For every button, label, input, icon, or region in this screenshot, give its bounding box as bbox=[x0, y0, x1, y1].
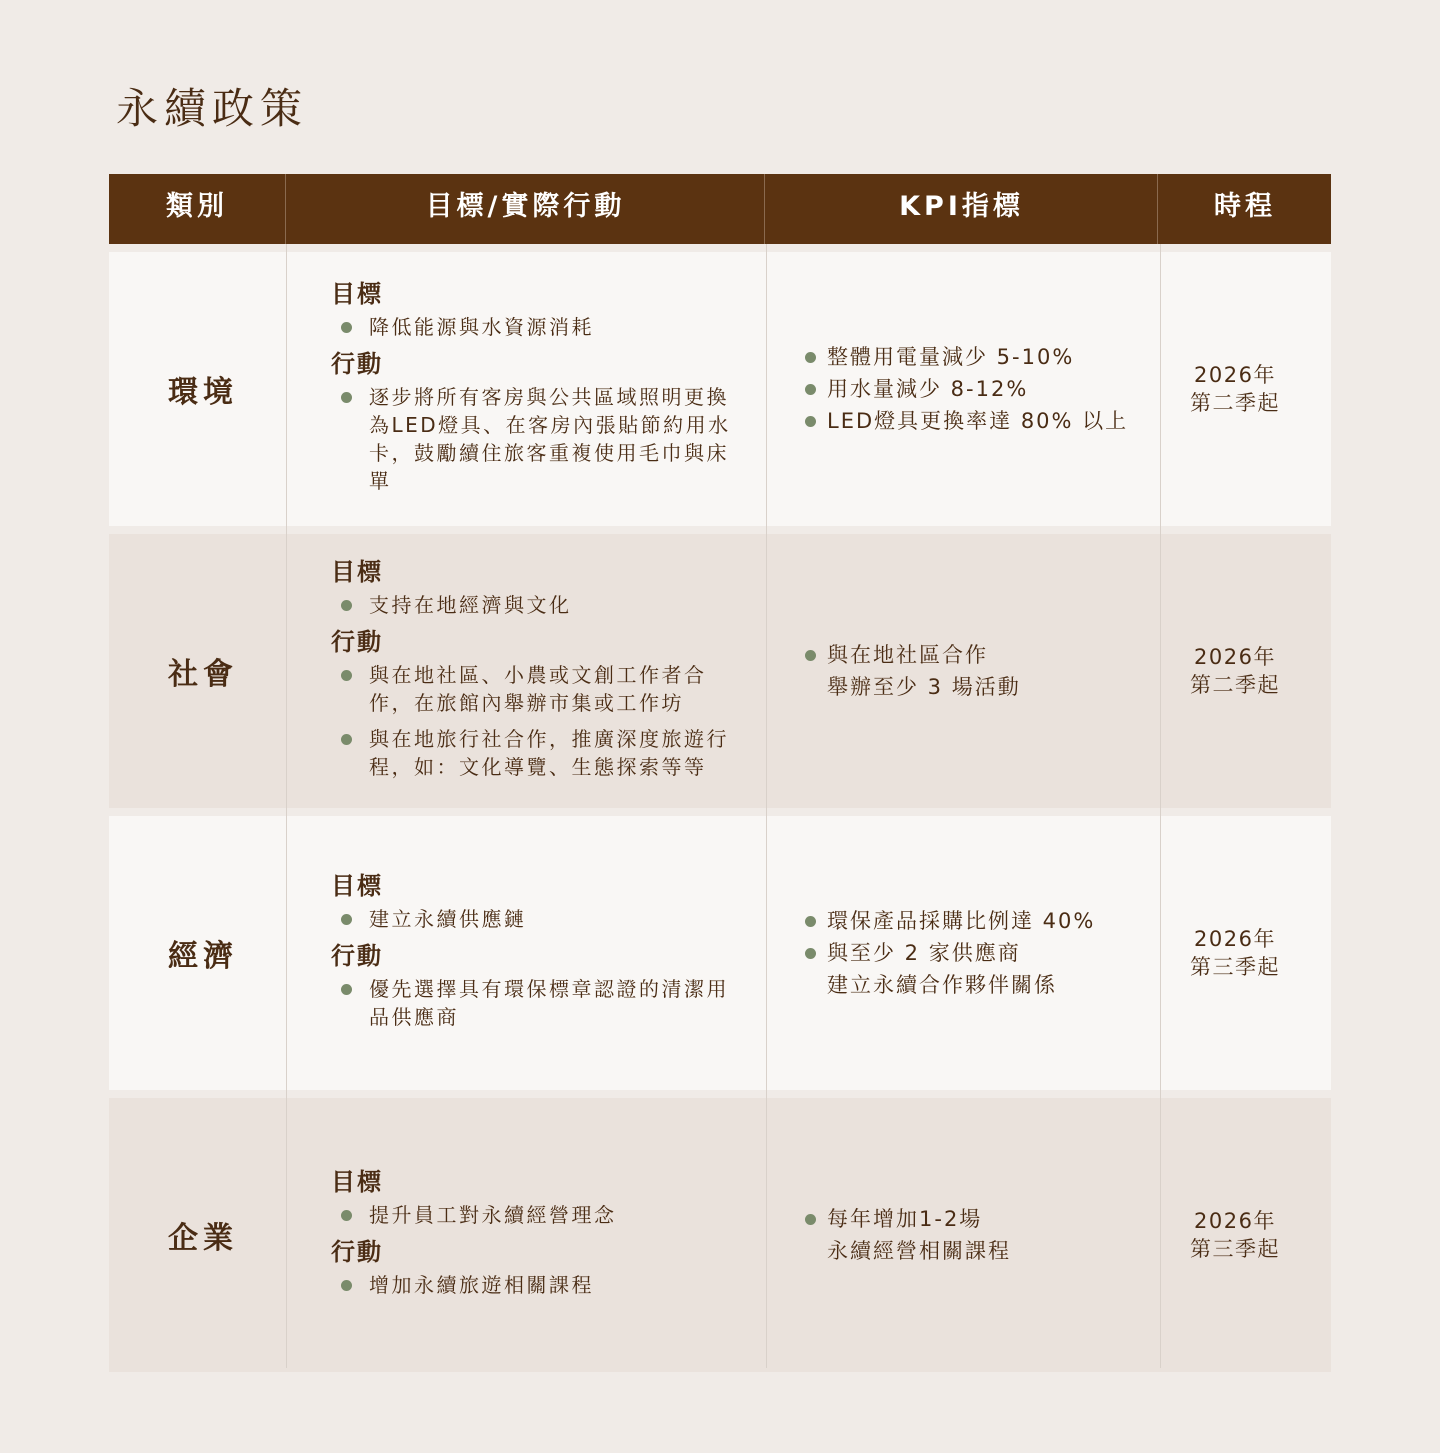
bullet-icon bbox=[805, 916, 816, 927]
row-schedule bbox=[1157, 816, 1313, 1090]
goal-item bbox=[331, 905, 741, 933]
bullet-icon bbox=[341, 1210, 352, 1221]
schedule-quarter: 第二季起 bbox=[1190, 391, 1280, 415]
goal-text: 支持在地經濟與文化 bbox=[369, 593, 572, 617]
column-divider bbox=[1160, 244, 1161, 1368]
action-heading: 行動 bbox=[331, 350, 383, 378]
row-goals-actions bbox=[331, 252, 741, 526]
bullet-icon bbox=[805, 1214, 816, 1225]
row-kpi bbox=[803, 534, 1163, 808]
schedule-year: 2026年 bbox=[1194, 363, 1276, 387]
bullet-icon bbox=[341, 1280, 352, 1291]
bullet-icon bbox=[805, 416, 816, 427]
bullet-icon bbox=[341, 392, 352, 403]
schedule-quarter: 第三季起 bbox=[1190, 1237, 1280, 1261]
goal-text: 降低能源與水資源消耗 bbox=[369, 315, 594, 339]
kpi-item bbox=[803, 639, 1163, 703]
kpi-text: 每年增加1-2場 bbox=[827, 1207, 983, 1231]
goal-heading: 目標 bbox=[331, 872, 383, 900]
goal-heading: 目標 bbox=[331, 280, 383, 308]
row-schedule bbox=[1157, 1098, 1313, 1372]
bullet-icon bbox=[341, 670, 352, 681]
schedule-quarter: 第二季起 bbox=[1190, 673, 1280, 697]
kpi-item bbox=[803, 905, 1163, 937]
action-heading: 行動 bbox=[331, 628, 383, 656]
row-kpi bbox=[803, 1098, 1163, 1372]
row-goals-actions bbox=[331, 534, 741, 808]
row-category: 經濟 bbox=[168, 939, 238, 974]
header-category: 類別 bbox=[166, 191, 228, 222]
table-header bbox=[109, 174, 1331, 244]
schedule-year: 2026年 bbox=[1194, 927, 1276, 951]
action-heading: 行動 bbox=[331, 942, 383, 970]
bullet-icon bbox=[805, 352, 816, 363]
row-schedule bbox=[1157, 534, 1313, 808]
page-title: 永續政策 bbox=[116, 84, 309, 133]
action-text: 增加永續旅遊相關課程 bbox=[369, 1273, 594, 1297]
header-schedule: 時程 bbox=[1157, 174, 1332, 244]
action-item bbox=[331, 725, 741, 781]
goal-item bbox=[331, 313, 741, 341]
bullet-icon bbox=[341, 984, 352, 995]
row-goals-actions bbox=[331, 816, 741, 1090]
kpi-text-continued: 舉辦至少 3 場活動 bbox=[827, 675, 1021, 699]
kpi-text: 整體用電量減少 5-10% bbox=[827, 345, 1075, 369]
action-heading: 行動 bbox=[331, 1238, 383, 1266]
goal-item bbox=[331, 1201, 741, 1229]
kpi-text: 與在地社區合作 bbox=[827, 643, 988, 667]
column-divider bbox=[766, 244, 767, 1368]
schedule-year: 2026年 bbox=[1194, 645, 1276, 669]
goal-item bbox=[331, 591, 741, 619]
row-kpi bbox=[803, 252, 1163, 526]
bullet-icon bbox=[341, 734, 352, 745]
table-row bbox=[109, 816, 1331, 1090]
kpi-text-continued: 建立永續合作夥伴關係 bbox=[827, 973, 1057, 997]
kpi-item bbox=[803, 405, 1163, 437]
bullet-icon bbox=[341, 914, 352, 925]
bullet-icon bbox=[341, 600, 352, 611]
action-text: 逐步將所有客房與公共區域照明更換為LED燈具、在客房內張貼節約用水卡，鼓勵續住旅客重複使用毛巾與床單 bbox=[369, 385, 731, 493]
goal-heading: 目標 bbox=[331, 1168, 383, 1196]
table-row bbox=[109, 534, 1331, 808]
action-text: 優先選擇具有環保標章認證的清潔用品供應商 bbox=[369, 977, 729, 1029]
kpi-item bbox=[803, 937, 1163, 1001]
row-kpi bbox=[803, 816, 1163, 1090]
bullet-icon bbox=[805, 948, 816, 959]
table-row bbox=[109, 252, 1331, 526]
goal-text: 建立永續供應鏈 bbox=[369, 907, 527, 931]
row-schedule bbox=[1157, 252, 1313, 526]
bullet-icon bbox=[805, 650, 816, 661]
action-item bbox=[331, 661, 741, 717]
column-divider bbox=[286, 244, 287, 1368]
kpi-text: 環保產品採購比例達 40% bbox=[827, 909, 1096, 933]
row-category: 企業 bbox=[168, 1221, 238, 1256]
policy-table bbox=[109, 174, 1331, 1297]
kpi-text: LED燈具更換率達 80% 以上 bbox=[827, 409, 1129, 433]
goal-heading: 目標 bbox=[331, 558, 383, 586]
kpi-text: 與至少 2 家供應商 bbox=[827, 941, 1021, 965]
action-item bbox=[331, 383, 741, 495]
action-item bbox=[331, 1271, 741, 1299]
row-category: 環境 bbox=[168, 375, 238, 410]
schedule-year: 2026年 bbox=[1194, 1209, 1276, 1233]
schedule-quarter: 第三季起 bbox=[1190, 955, 1280, 979]
bullet-icon bbox=[341, 322, 352, 333]
header-goals-actions: 目標/實際行動 bbox=[285, 174, 765, 244]
table-row bbox=[109, 1098, 1331, 1372]
action-text: 與在地社區、小農或文創工作者合作，在旅館內舉辦市集或工作坊 bbox=[369, 663, 707, 715]
row-goals-actions bbox=[331, 1098, 741, 1372]
goal-text: 提升員工對永續經營理念 bbox=[369, 1203, 617, 1227]
header-kpi: KPI指標 bbox=[764, 174, 1158, 244]
action-item bbox=[331, 975, 741, 1031]
kpi-item bbox=[803, 341, 1163, 373]
action-text: 與在地旅行社合作，推廣深度旅遊行程，如：文化導覽、生態探索等等 bbox=[369, 727, 729, 779]
row-category: 社會 bbox=[168, 657, 238, 692]
kpi-item bbox=[803, 1203, 1163, 1267]
kpi-text-continued: 永續經營相關課程 bbox=[827, 1239, 1011, 1263]
kpi-item bbox=[803, 373, 1163, 405]
bullet-icon bbox=[805, 384, 816, 395]
kpi-text: 用水量減少 8-12% bbox=[827, 377, 1029, 401]
